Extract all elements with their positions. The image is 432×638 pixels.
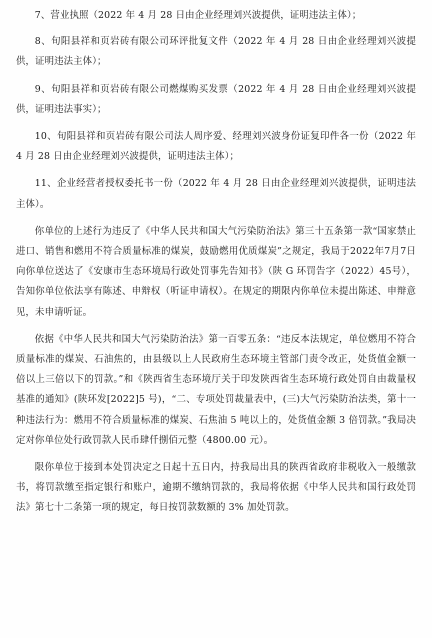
evidence-item-8: 8、旬阳县祥和页岩砖有限公司环评批复文件（2022 年 4 月 28 日由企业经理刘兴波提供，证明违法主体）； — [16, 36, 416, 68]
evidence-item-7: 7、营业执照（2022 年 4 月 28 日由企业经理刘兴波提供，证明违法主体）； — [34, 10, 362, 21]
document-body — [16, 6, 416, 526]
violation-statement: 你单位的上述行为违反了《中华人民共和国大气污染防治法》第三十五条第一款“国家禁止进口、销售和燃用不符合质量标准的煤炭，鼓励燃用优质煤炭”之规定，我局于2022年7月7日向你单位送达了《安康市生态环境局行政处罚事先告知书》（陕 G 环罚告字（2022）45号），告知你单位依法享有陈述、申辩权（听证申请权）。在规定的期限内你单位未提出陈述、申辩意见，未申请听证。 — [16, 225, 416, 318]
payment-instructions: 限你单位于接到本处罚决定之日起十五日内，持我局出具的陕西省政府非税收入一般缴款书，将罚款缴至指定银行和账户，逾期不缴纳罚款的，我局将依据《中华人民共和国行政处罚法》第七十二条第一项的规定，每日按罚款数额的 3% 加处罚款。 — [16, 462, 416, 514]
evidence-item-11: 11、企业经营者授权委托书一份（2022 年 4 月 28 日由企业经理刘兴波提供，证明违法主体）。 — [16, 178, 416, 210]
penalty-basis: 依据《中华人民共和国大气污染防治法》第一百零五条：“违反本法规定，单位燃用不符合质量标准的煤炭、石油焦的，由县级以上人民政府生态环境主管部门责令改正，处货值金额一倍以上三倍以下的罚款。”和《陕西省生态环境厅关于印发陕西省生态环境行政处罚自由裁量权基准的通知》(陕环发[2022]5 号)，“二、专项处罚裁量表中，(三)大气污染防治法类，第十一种违法行为：燃用不符合质量标准的煤炭、石焦油 5 吨以上的，处货值金额 3 倍罚款。”我局决定对你单位处行政罚款人民币肆仟捌佰元整（4800.00 元）。 — [16, 333, 416, 446]
evidence-item-10: 10、旬阳县祥和页岩砖有限公司法人周序爱、经理刘兴波身份证复印件各一份（2022 年 4 月 28 日由企业经理刘兴波提供，证明违法主体）； — [16, 131, 416, 163]
evidence-item-9: 9、旬阳县祥和页岩砖有限公司燃煤购买发票（2022 年 4 月 28 日由企业经理刘兴波提供，证明违法事实）； — [16, 83, 416, 115]
